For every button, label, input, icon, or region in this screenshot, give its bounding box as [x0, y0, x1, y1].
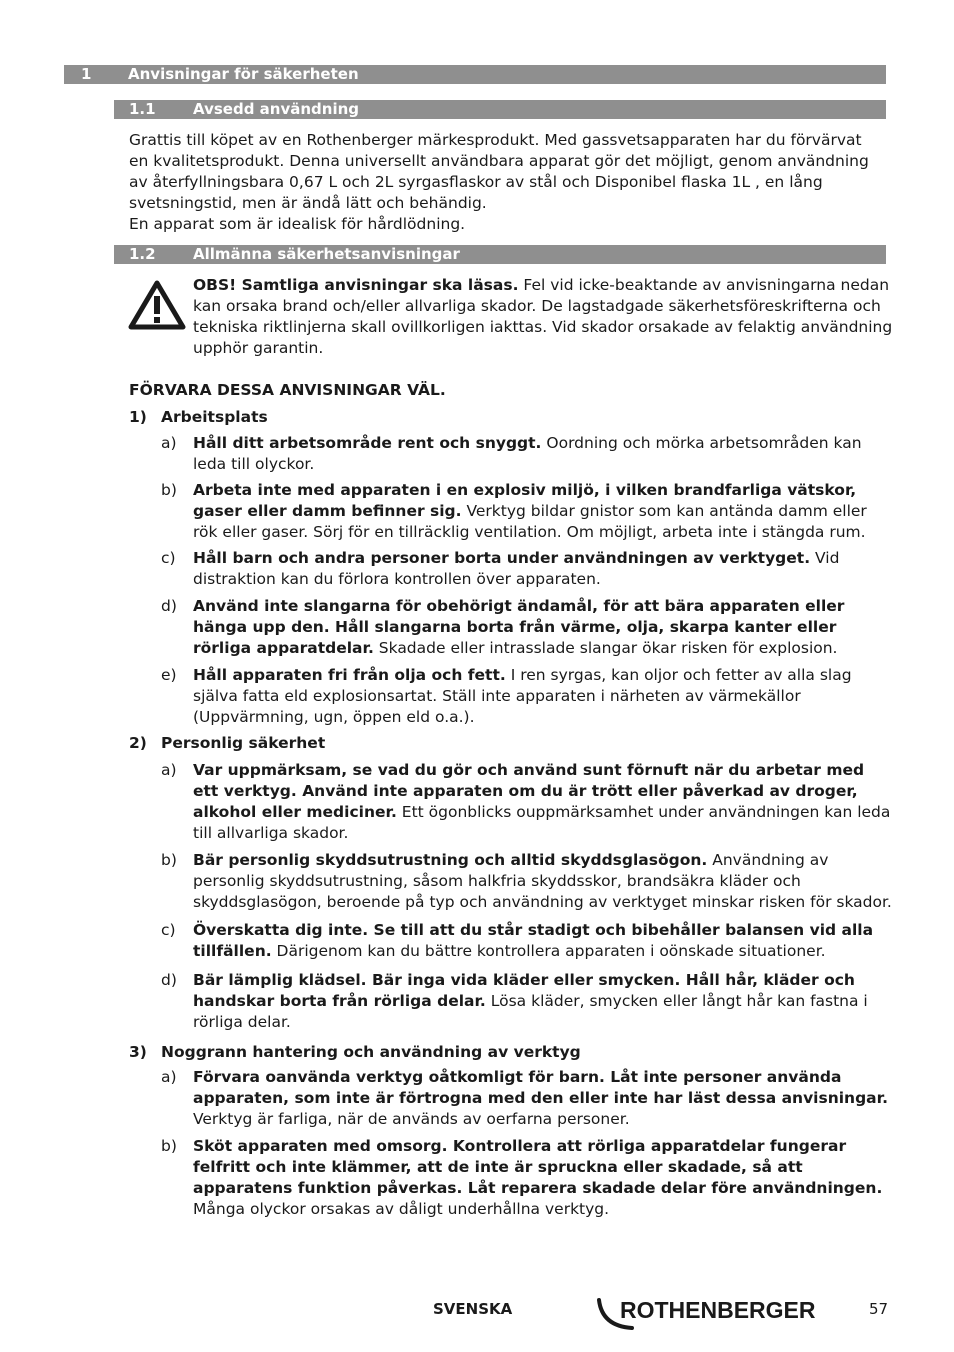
section-1-1-number: 1.1: [129, 100, 156, 118]
item-label: b): [161, 481, 177, 499]
item-bold: Bär personlig skyddsutrustning och alltid skyddsglasögon.: [193, 851, 708, 869]
item-bold: Sköt apparaten med omsorg. Kontrollera att rörliga apparatdelar fungerar felfritt och inte klämmer, att de inte är spruckna eller skadade, så att apparatens funktion påverkas. Låt reparera skadade delar före användningen.: [193, 1137, 883, 1197]
warning-text: Fel vid icke-beaktande av anvisningarna nedan kan orsaka brand och/eller allvarliga skador. De lagstadgade säkerhetsföreskrifterna och tekniska riktlinjerna skall ovillkorligen iakttas. Vid skador orsakade av felaktig användning upphör garantin.: [193, 276, 893, 357]
list-item: [193, 480, 893, 543]
item-label: b): [161, 851, 177, 869]
section-1-number: 1: [81, 65, 92, 83]
list-item: [193, 920, 893, 962]
warning-paragraph: [193, 275, 893, 359]
footer-language: SVENSKA: [433, 1300, 513, 1318]
item-text: I ren syrgas, kan oljor och fetter av alla slag själva fatta eld explosionsartat. Ställ inte apparaten i närheten av värmekällor (Uppvärmning, ugn, öppen eld o.a.).: [193, 666, 852, 726]
section-1-2-title: Allmänna säkerhetsanvisningar: [193, 245, 460, 263]
item-bold: Arbeta inte med apparaten i en explosiv miljö, i vilken brandfarliga vätskor, gaser eller damm befinner sig.: [193, 481, 857, 520]
section-1-2-number: 1.2: [129, 245, 156, 263]
item-label: c): [161, 549, 176, 567]
list-item: [193, 760, 893, 844]
list-item: [193, 665, 893, 728]
item-bold: Håll ditt arbetsområde rent och snyggt.: [193, 434, 542, 452]
group-3-number: 3): [129, 1043, 147, 1061]
item-text: Vid distraktion kan du förlora kontrollen över apparaten.: [193, 549, 840, 588]
section-1-1-bar: [114, 100, 886, 119]
item-bold: Håll apparaten fri från olja och fett.: [193, 666, 506, 684]
group-2-number: 2): [129, 734, 147, 752]
section-1-1-title: Avsedd användning: [193, 100, 360, 118]
item-text: Verktyg bildar gnistor som kan antända damm eller rök eller gaser. Sörj för en tillräcklig ventilation. Om möjligt, arbeta inte i stängda rum.: [193, 502, 867, 541]
item-text: Oordning och mörka arbetsområden kan leda till olyckor.: [193, 434, 862, 473]
rothenberger-logo: [596, 1294, 834, 1332]
item-label: a): [161, 434, 177, 452]
item-text: Skadade eller intrasslade slangar ökar risken för explosion.: [373, 639, 838, 657]
warning-triangle-icon: [128, 280, 186, 330]
item-text: Därigenom kan du bättre kontrollera apparaten i oönskade situationer.: [271, 942, 826, 960]
item-label: a): [161, 1068, 177, 1086]
warning-bold: OBS! Samtliga anvisningar ska läsas.: [193, 276, 519, 294]
intro-paragraph: [129, 130, 869, 235]
group-1-title: Arbeitsplats: [161, 408, 268, 426]
item-label: e): [161, 666, 177, 684]
intro-text-2: En apparat som är idealisk för hårdlödning.: [129, 215, 466, 233]
intro-text: Grattis till köpet av en Rothenberger märkesprodukt. Med gassvetsapparaten har du förvärvat en kvalitetsprodukt. Denna universellt användbara apparat gör det möjligt, genom användning av återfyllningsbara 0,67 L och 2L syrgasflaskor av stål och Disponibel flaska 1L , en lång svetsningstid, men är ändå lätt och behändig.: [129, 131, 869, 212]
list-item: [193, 596, 893, 659]
item-bold: Bär lämplig klädsel. Bär inga vida kläder eller smycken. Håll hår, kläder och handskar borta från rörliga delar.: [193, 971, 855, 1010]
item-bold: Överskatta dig inte. Se till att du står stadigt och bibehåller balansen vid alla tillfällen.: [193, 921, 874, 960]
item-label: b): [161, 1137, 177, 1155]
list-item: [193, 433, 893, 475]
list-item: [193, 548, 893, 590]
item-text: Användning av personlig skyddsutrustning, såsom halkfria skyddsskor, brandsäkra kläder och skyddsglasögon, beroende på typ och användning av verktyget minskar risken för skador.: [193, 851, 892, 911]
section-1-bar: [64, 65, 886, 84]
brand-name: ROTHENBERGER: [620, 1297, 816, 1323]
item-text: Ett ögonblicks ouppmärksamhet under användningen kan leda till allvarliga skador.: [193, 803, 891, 842]
item-text: Många olyckor orsakas av dåligt underhållna verktyg.: [193, 1200, 610, 1218]
item-bold: Håll barn och andra personer borta under användningen av verktyget.: [193, 549, 811, 567]
item-bold: Förvara oanvända verktyg oåtkomligt för barn. Låt inte personer använda apparaten, som inte är förtrogna med den eller inte har läst dessa anvisningar.: [193, 1068, 888, 1107]
item-label: a): [161, 761, 177, 779]
list-item: [193, 850, 893, 913]
group-1-number: 1): [129, 408, 147, 426]
item-text: Verktyg är farliga, när de används av oerfarna personer.: [193, 1110, 630, 1128]
list-item: [193, 1067, 893, 1130]
group-3-title: Noggrann hantering och användning av verktyg: [161, 1043, 581, 1061]
item-label: d): [161, 597, 177, 615]
item-bold: Var uppmärksam, se vad du gör och använd sunt förnuft när du arbetar med ett verktyg. Använd inte apparaten om du är trött eller påverkad av droger, alkohol eller mediciner.: [193, 761, 865, 821]
page-number: 57: [869, 1300, 889, 1318]
keep-instructions-heading: FÖRVARA DESSA ANVISNINGAR VÄL.: [129, 381, 446, 399]
list-item: [193, 970, 893, 1033]
list-item: [193, 1136, 893, 1220]
item-label: d): [161, 971, 177, 989]
item-text: Lösa kläder, smycken eller långt hår kan fastna i rörliga delar.: [193, 992, 868, 1031]
item-bold: Använd inte slangarna för obehörigt ändamål, för att bära apparaten eller hänga upp den. Håll slangarna borta från värme, olja, skarpa kanter eller rörliga apparatdelar.: [193, 597, 845, 657]
section-1-2-bar: [114, 245, 886, 264]
item-label: c): [161, 921, 176, 939]
section-1-title: Anvisningar för säkerheten: [128, 65, 359, 83]
group-2-title: Personlig säkerhet: [161, 734, 326, 752]
